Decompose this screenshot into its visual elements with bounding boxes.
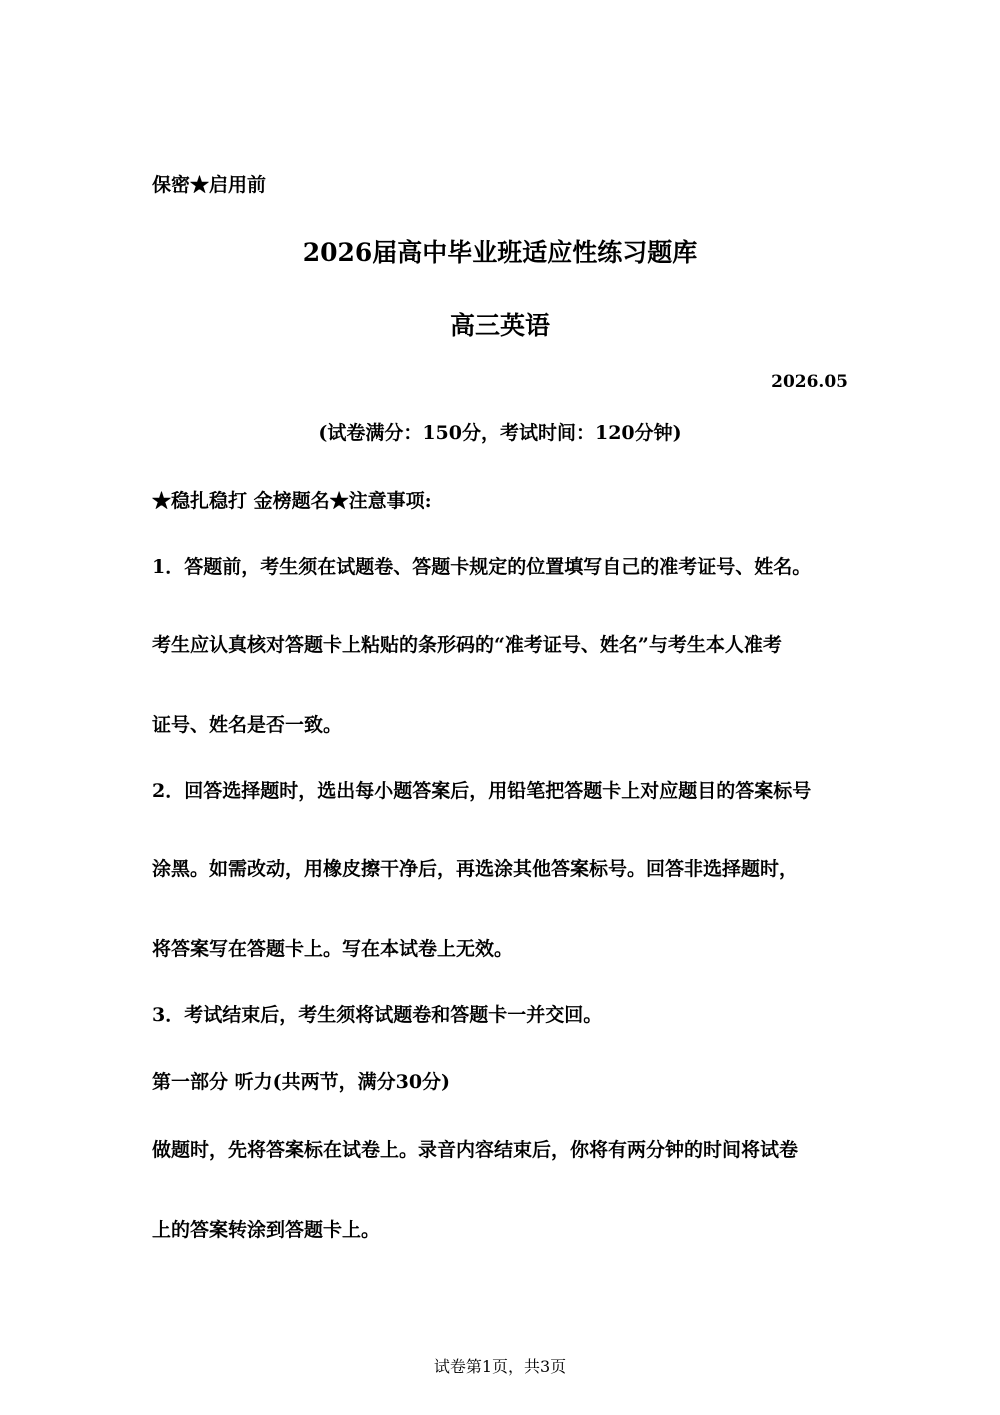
document-title: 2026届高中毕业班适应性练习题库 — [302, 238, 698, 267]
notice-line: 考生应认真核对答题卡上粘贴的条形码的“准考证号、姓名”与考生本人准考 — [152, 634, 782, 656]
notice-line: 1．答题前，考生须在试题卷、答题卡规定的位置填写自己的准考证号、姓名。 — [152, 556, 812, 578]
notice-line: 2．回答选择题时，选出每小题答案后，用铅笔把答题卡上对应题目的答案标号 — [152, 780, 812, 802]
notice-line: 证号、姓名是否一致。 — [152, 714, 343, 736]
part1-heading: 第一部分 听力(共两节，满分30分) — [152, 1071, 451, 1093]
part1-instruction-line: 上的答案转涂到答题卡上。 — [152, 1219, 381, 1241]
exam-date: 2026.05 — [771, 372, 848, 392]
notice-line: 将答案写在答题卡上。写在本试卷上无效。 — [152, 938, 514, 960]
confidential-label: 保密★启用前 — [152, 174, 267, 196]
notice-line: 3．考试结束后，考生须将试题卷和答题卡一并交回。 — [152, 1004, 603, 1026]
page-footer: 试卷第1页，共3页 — [433, 1357, 567, 1376]
notice-line: 涂黑。如需改动，用橡皮擦干净后，再选涂其他答案标号。回答非选择题时， — [152, 858, 799, 880]
notice-heading: ★稳扎稳打 金榜题名★注意事项: — [152, 490, 432, 512]
part1-instruction-line: 做题时，先将答案标在试卷上。录音内容结束后，你将有两分钟的时间将试卷 — [152, 1139, 799, 1161]
exam-info: (试卷满分：150分，考试时间：120分钟) — [318, 422, 682, 444]
subject-title: 高三英语 — [449, 311, 550, 340]
